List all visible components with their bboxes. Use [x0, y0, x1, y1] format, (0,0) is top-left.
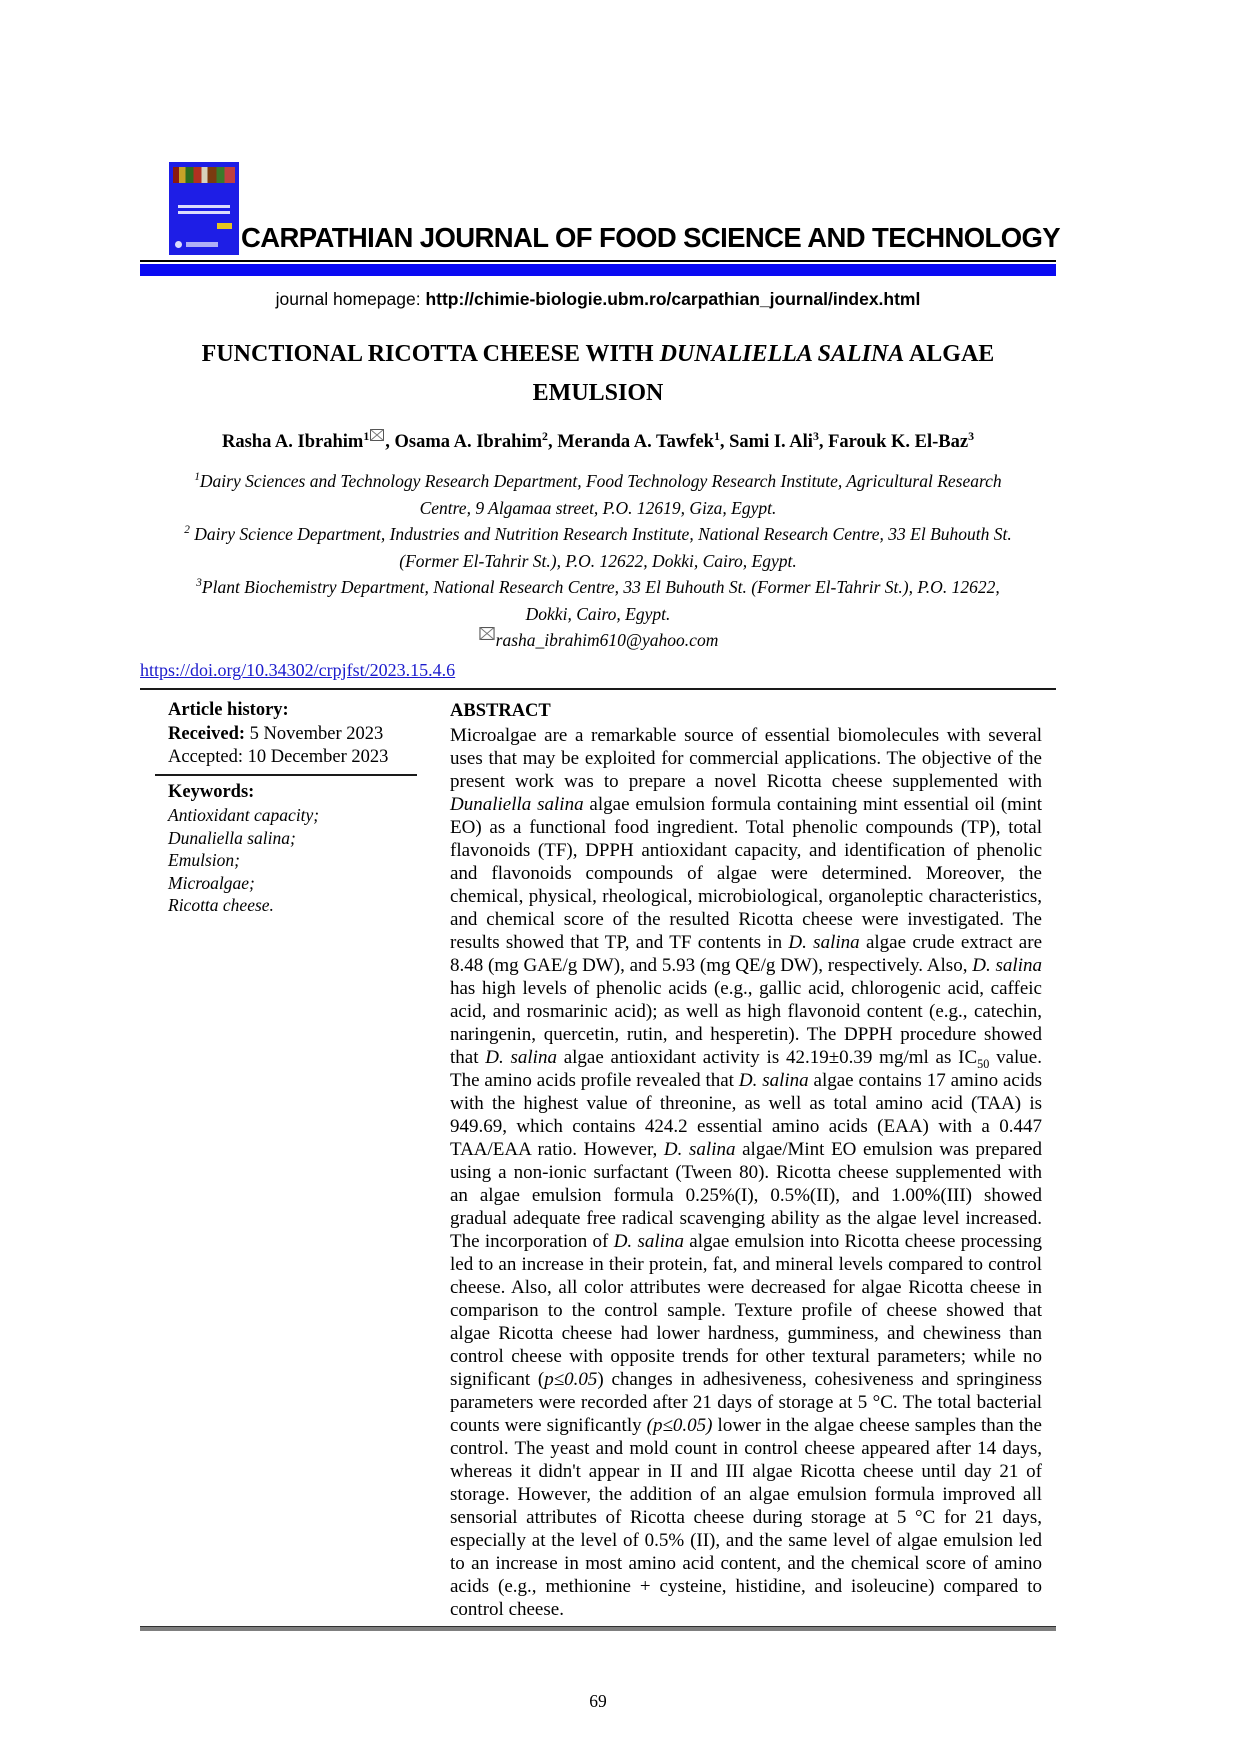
abstract-text: Microalgae are a remarkable source of essential biomolecules with several uses that may be exploited for commercial applications. The objective of the present work was to prepare a novel Ricotta cheese supplemented with Dunaliella salina algae emulsion formula containing mint essential oil (mint EO) as a functional food ingredient. Total phenolic compounds (TP), total flavonoids (TF), DPPH antioxidant capacity, and identification of phenolic and flavonoids compounds of algae were determined. Moreover, the chemical, physical, rheological, microbiological, organoleptic characteristics, and chemical score of the resulted Ricotta cheese were investigated. The results showed that TP, and TF contents in D. salina algae crude extract are 8.48 (mg GAE/g DW), and 5.93 (mg QE/g DW), respectively. Also, D. salina has high levels of phenolic acids (e.g., gallic acid, chlorogenic acid, caffeic acid, and rosmarinic acid); as well as high flavonoid content (e.g., catechin, naringenin, quercetin, rutin, and hesperetin). The DPPH procedure showed that D. salina algae antioxidant activity is 42.19±0.39 mg/ml as $IC_{50}$ value. The amino acids profile revealed that D. salina algae contains 17 amino acids with the highest value of threonine, as well as total amino acid (TAA) is 949.69, which contains 424.2 essential amino acids (EAA) with a 0.447 TAA/EAA ratio. However, D. salina algae/Mint EO emulsion was prepared using a non-ionic surfactant (Tween 80). Ricotta cheese supplemented with an algae emulsion formula 0.25%(I), 0.5%(II), and 1.00%(III) showed gradual adequate free radical scavenging ability as the algae level increased. The incorporation of D. salina algae emulsion into Ricotta cheese processing led to an increase in their protein, fat, and mineral levels compared to control cheese. Also, all color attributes were decreased for algae Ricotta cheese in comparison to the control sample. Texture profile of cheese showed that algae Ricotta cheese had lower hardness, gumminess, and chewiness than control cheese with opposite trends for other textural parameters; while no significant (p≤0.05) changes in adhesiveness, cohesiveness and springiness parameters were recorded after 21 days of storage at 5 °C. The total bacterial counts were significantly (p≤0.05) lower in the algae cheese samples than the control. The yeast and mold count in control cheese appeared after 14 days, whereas it didn't appear in II and III algae Ricotta cheese until day 21 of storage. However, the addition of an algae emulsion formula improved all sensorial attributes of Ricotta cheese during storage at 5 °C for 21 days, especially at the level of 0.5% (II), and the same level of algae emulsion led to an increase in most amino acid content, and the chemical score of amino acids (e.g., methionine + cysteine, histidine, and isoleucine) compared to control cheese. [450, 725, 1042, 1620]
affiliation: $^1$Dairy Sciences and Technology Research Department, Food Technology Research Institute, Agricultural Research Centre, 9 Algamaa street, P.O. 12619, Giza, Egypt. [194, 471, 1002, 518]
article-history-column [140, 699, 450, 917]
affiliation: $^2$ Dairy Science Department, Industries and Nutrition Research Institute, National Research Centre, 33 El Buhouth St. (Former El-Tahrir St.), P.O. 12622, Dokki, Cairo, Egypt. [184, 524, 1012, 571]
keyword-item: Ricotta cheese. [168, 895, 274, 915]
article-history-heading: Article history: [168, 700, 289, 720]
cover-title-line [178, 211, 230, 214]
journal-header [140, 0, 1061, 255]
header-rule [140, 260, 1056, 262]
authors-line [140, 428, 1056, 453]
envelope-icon [370, 426, 384, 446]
keyword-item: Emulsion; [168, 850, 240, 870]
history-abstract-block [140, 690, 1056, 1621]
doi-row [140, 660, 1056, 681]
homepage-url: http://chimie-biologie.ubm.ro/carpathian_journal/index.html [425, 289, 921, 309]
received-label: Received: [168, 723, 246, 744]
article-title: FUNCTIONAL RICOTTA CHEESE WITH DUNALIELLA SALINA ALGAE EMULSION [201, 341, 995, 406]
keyword-item: Microalgae; [168, 872, 255, 893]
cover-photo-strip [173, 167, 235, 183]
doi-link[interactable]: https://doi.org/10.34302/crpjfst/2023.15.4.6 [140, 660, 456, 680]
keywords-heading: Keywords: [168, 781, 255, 802]
email-address: rasha_ibrahim610@yahoo.com [495, 630, 719, 650]
abstract-column [450, 699, 1042, 1621]
keyword-item: Antioxidant capacity; [168, 805, 320, 825]
abstract-heading: ABSTRACT [450, 701, 551, 721]
journal-homepage-line [140, 289, 1056, 310]
accepted-row: Accepted: 10 December 2023 [168, 747, 389, 767]
affiliation: $^3$Plant Biochemistry Department, National Research Centre, 33 El Buhouth St. (Former El-Tahrir St.), P.O. 12622, Dokki, Cairo, Egypt. [196, 577, 1000, 624]
header-blue-bar [140, 264, 1056, 276]
journal-cover-image [169, 162, 239, 255]
page-number: 69 [589, 1691, 607, 1711]
cover-emblem [175, 241, 182, 248]
cover-title-line [178, 205, 230, 208]
journal-title: CARPATHIAN JOURNAL OF FOOD SCIENCE AND TECHNOLOGY [241, 222, 1061, 253]
received-row [168, 723, 450, 747]
cover-volume-mark [217, 223, 232, 229]
keyword-item: Dunaliella salina; [168, 827, 296, 848]
authors-rest: , Osama A. Ibrahim$^2$, Meranda A. Tawfek$^1$, Sami I. Ali$^3$, Farouk K. El-Baz$^3$ [385, 428, 974, 452]
history-divider-rule [155, 774, 417, 776]
cover-publisher-line [186, 242, 218, 247]
homepage-label: journal homepage: [275, 289, 426, 309]
author-first: Rasha A. Ibrahim$^1$ [221, 428, 370, 452]
affiliations-block [172, 468, 1024, 627]
envelope-icon [479, 624, 495, 644]
corresponding-email-line [140, 630, 1056, 651]
page-bottom-rule [140, 1626, 1056, 1631]
received-value: 5 November 2023 [245, 723, 384, 744]
